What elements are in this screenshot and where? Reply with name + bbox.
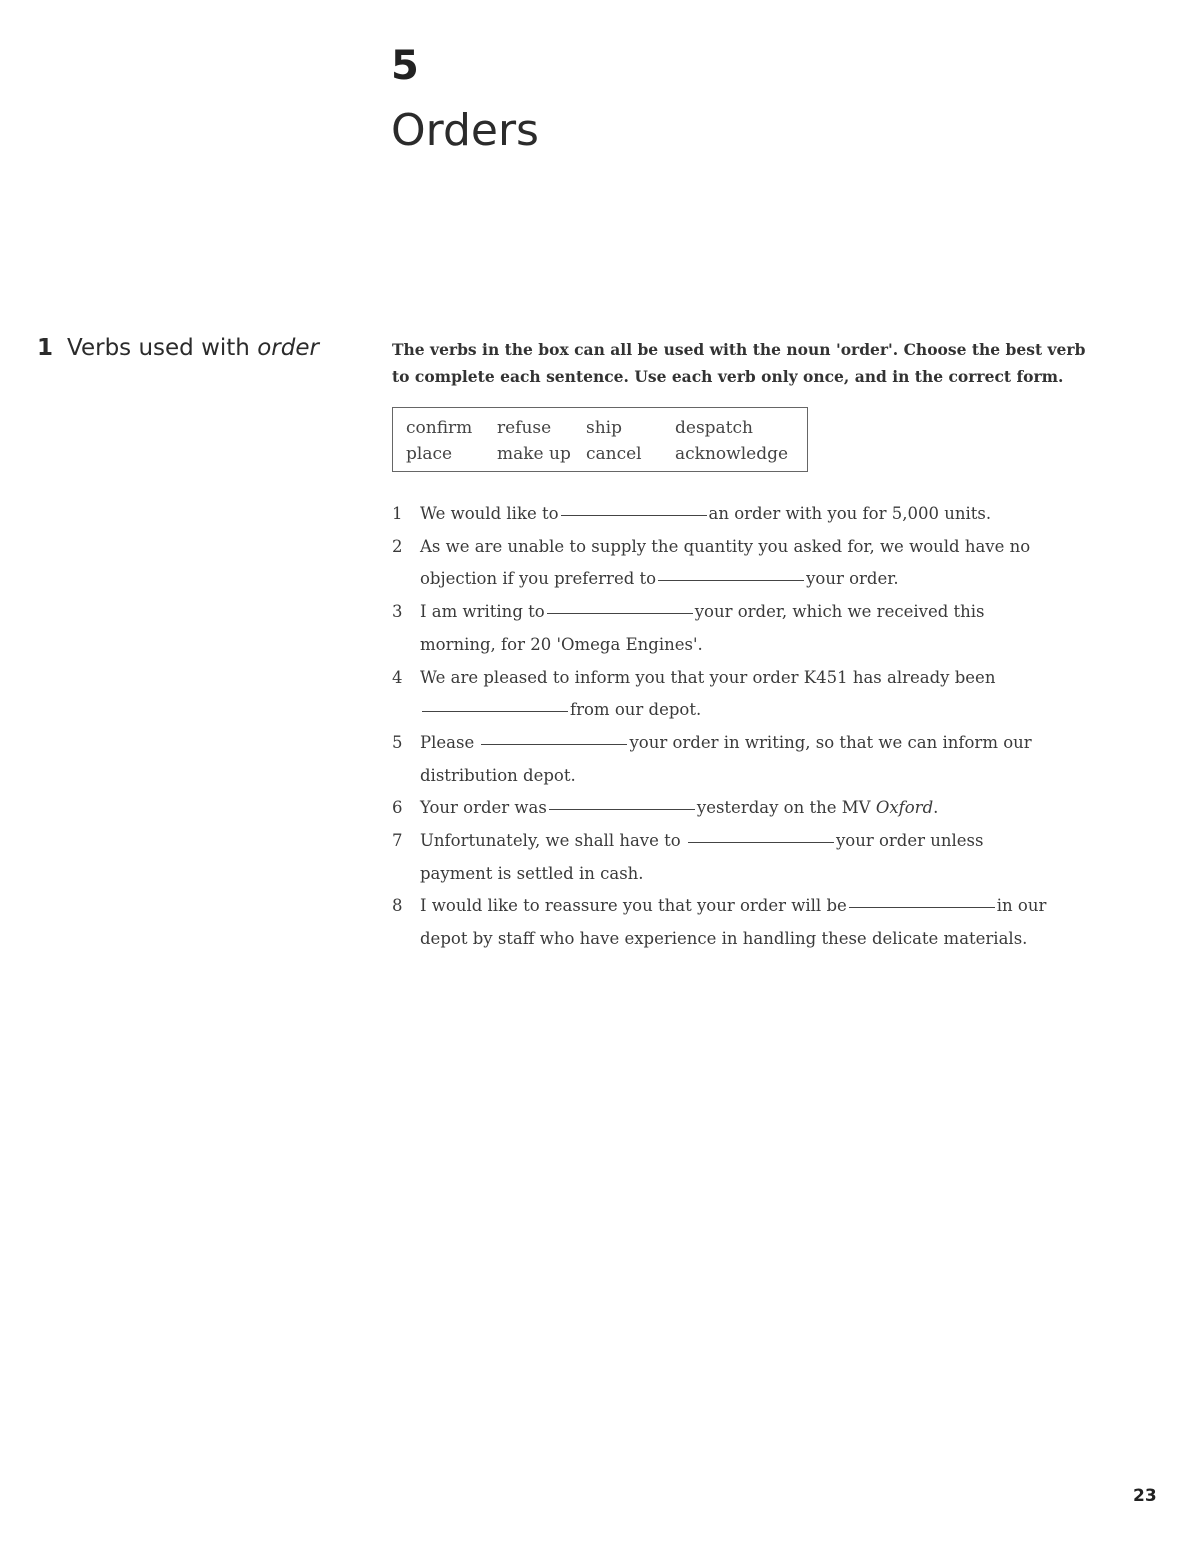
verb-despatch: despatch [675, 418, 753, 438]
exercise-item [392, 792, 1072, 825]
section-heading-emphasis: order [257, 335, 319, 361]
exercise-item [392, 596, 1072, 661]
ship-name: Oxford [875, 798, 934, 818]
sentence-text: your order, which we received this morning, for 20 'Omega Engines'. [420, 602, 985, 654]
exercise-item [392, 662, 1072, 727]
page-number: 23 [1133, 1486, 1157, 1506]
section-heading [37, 333, 319, 363]
answer-blank[interactable] [688, 841, 834, 843]
item-number: 6 [392, 798, 403, 818]
sentence-text: I am writing to [420, 602, 545, 622]
verb-make-up: make up [497, 444, 571, 464]
sentence-text: your order unless payment is settled in cash. [420, 831, 984, 883]
sentence-text: Please [420, 732, 475, 752]
answer-blank[interactable] [481, 743, 627, 745]
sentence-text: Your order was [420, 798, 547, 818]
item-number: 8 [392, 896, 403, 916]
verb-acknowledge: acknowledge [675, 444, 789, 464]
sentence-text: I would like to reassure you that your order will be [420, 896, 847, 916]
sentence-text: yesterday on the MV [696, 798, 871, 818]
answer-blank[interactable] [549, 808, 695, 810]
item-number: 7 [392, 831, 403, 851]
answer-blank[interactable] [658, 579, 804, 581]
sentence-text: Unfortunately, we shall have to [420, 831, 681, 851]
sentence-text: As we are unable to supply the quantity you asked for, we would have no objection if you preferred to [420, 536, 1031, 589]
sentence-text: from our depot. [570, 700, 702, 720]
exercise-item [392, 890, 1072, 955]
section-number: 1 [37, 335, 54, 361]
exercise-item [392, 727, 1072, 792]
answer-blank[interactable] [561, 514, 707, 516]
exercise-item [392, 825, 1072, 890]
item-number: 5 [392, 732, 403, 752]
exercise-list [392, 498, 1072, 956]
answer-blank[interactable] [849, 906, 995, 908]
exercise-instructions: The verbs in the box can all be used with the noun 'order'. Choose the best verb to complete each sentence. Use each verb only once, and in the correct form. [392, 340, 1086, 386]
verb-ship: ship [586, 418, 622, 438]
item-number: 1 [392, 504, 403, 523]
sentence-text: We would like to [420, 504, 559, 523]
unit-number: 5 [391, 43, 419, 89]
sentence-text: your order in writing, so that we can inform our distribution depot. [420, 732, 1032, 785]
sentence-text: your order. [806, 569, 899, 589]
verb-box [392, 407, 808, 472]
unit-title: Orders [391, 105, 539, 156]
exercise-item [392, 531, 1072, 596]
verb-confirm: confirm [406, 418, 473, 438]
verb-cancel: cancel [586, 444, 642, 464]
sentence-text: in our depot by staff who have experience in handling these delicate materials. [420, 896, 1047, 949]
sentence-text: . [933, 798, 939, 818]
item-number: 2 [392, 536, 403, 556]
exercise-item [392, 498, 1072, 531]
item-number: 3 [392, 602, 403, 622]
sentence-text: an order with you for 5,000 units. [708, 504, 992, 523]
section-heading-text: Verbs used with [67, 335, 250, 361]
verb-refuse: refuse [497, 418, 552, 438]
sentence-text: We are pleased to inform you that your order K451 has already been [420, 667, 996, 687]
answer-blank[interactable] [547, 612, 693, 614]
answer-blank[interactable] [422, 710, 568, 712]
item-number: 4 [392, 667, 403, 687]
verb-place: place [406, 444, 453, 464]
